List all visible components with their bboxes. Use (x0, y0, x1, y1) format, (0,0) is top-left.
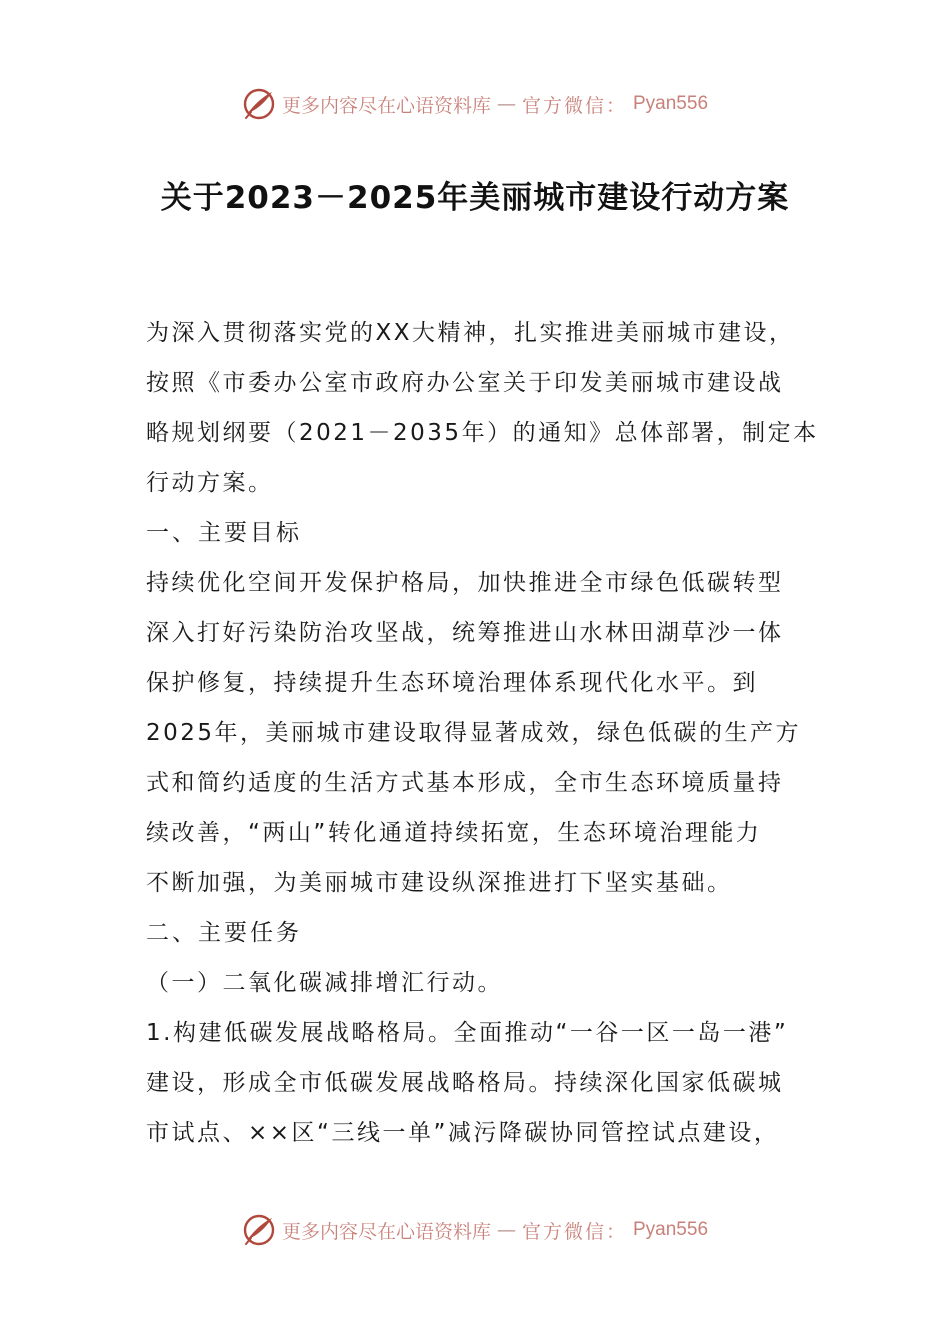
body-line: 略规划纲要（2021－2035年）的通知》总体部署，制定本 (146, 420, 819, 446)
section-heading-tasks: 二、主要任务 (146, 920, 302, 946)
document-body (146, 308, 819, 1158)
watermark-text: 更多内容尽在心语资料库 (281, 1220, 491, 1243)
watermark-separator: — (496, 93, 516, 115)
body-line: 深入打好污染防治攻坚战，统筹推进山水林田湖草沙一体 (146, 620, 784, 646)
body-line: 续改善，“两山”转化通道持续拓宽，生态环境治理能力 (146, 820, 762, 846)
body-line: 行动方案。 (146, 470, 274, 496)
body-line: 市试点、××区“三线一单”减污降碳协同管控试点建设， (146, 1120, 780, 1146)
watermark-separator: — (496, 1219, 516, 1241)
watermark-footer (0, 1210, 950, 1250)
body-line: 保护修复，持续提升生态环境治理体系现代化水平。到 (146, 670, 758, 696)
document-title: 关于2023－2025年美丽城市建设行动方案 (160, 180, 790, 216)
quill-pen-logo-icon (242, 87, 276, 121)
watermark-header (0, 84, 950, 124)
body-line: 建设，形成全市低碳发展战略格局。持续深化国家低碳城 (146, 1070, 784, 1096)
watermark-text: 更多内容尽在心语资料库 (281, 94, 491, 117)
body-line: 为深入贯彻落实党的XX大精神，扎实推进美丽城市建设， (146, 320, 795, 346)
body-line: 1.构建低碳发展战略格局。全面推动“一谷一区一岛一港” (146, 1020, 789, 1046)
body-line: 式和简约适度的生活方式基本形成，全市生态环境质量持 (146, 770, 784, 796)
wechat-label: 官方微信： (521, 94, 627, 117)
wechat-id: Pyan556 (633, 1219, 709, 1240)
body-line: 不断加强，为美丽城市建设纵深推进打下坚实基础。 (146, 870, 733, 896)
body-line: 2025年，美丽城市建设取得显著成效，绿色低碳的生产方 (146, 720, 802, 746)
body-line: 按照《市委办公室市政府办公室关于印发美丽城市建设战 (146, 370, 784, 396)
wechat-label: 官方微信： (521, 1220, 627, 1243)
subsection-heading: （一）二氧化碳减排增汇行动。 (146, 970, 503, 996)
wechat-id: Pyan556 (633, 93, 709, 114)
section-heading-goals: 一、主要目标 (146, 520, 302, 546)
quill-pen-logo-icon (242, 1213, 276, 1247)
body-line: 持续优化空间开发保护格局，加快推进全市绿色低碳转型 (146, 570, 784, 596)
